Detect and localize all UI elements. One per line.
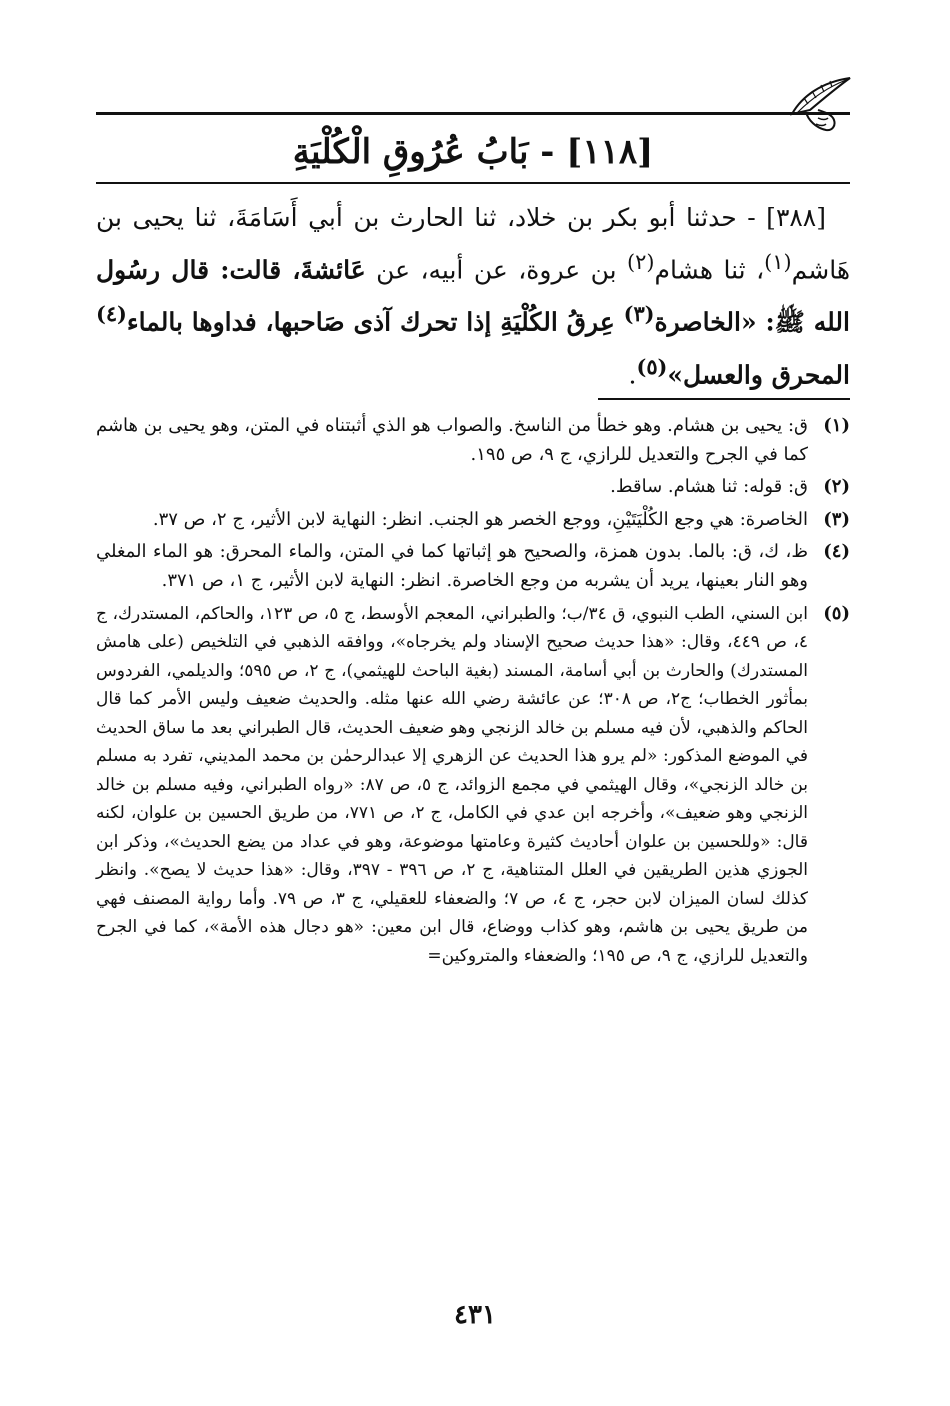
footnote-separator <box>598 398 850 400</box>
title-rule <box>96 182 850 184</box>
footnote-item <box>96 473 850 502</box>
hadith-matn: عِرقُ الكُلْيَةِ إذا تحرك آذى صَاحبها، فداوها بالماء <box>126 307 624 337</box>
footnote-text: ق: قوله: ثنا هشام. ساقط. <box>610 476 808 498</box>
footnote-text: ظ، ك، ق: بالما. بدون همزة، والصحيح هو إثباتها كما في المتن، والماء المحرق: هو الماء المغلي وهو النار بعينها، يريد أن يشربه من وجع الخاصرة. انظر: النهاية لابن الأثير، ج ١، ص ٣٧١. <box>96 541 808 591</box>
footnote-number: (٤) <box>823 541 850 563</box>
footnote-text: ابن السني، الطب النبوي، ق ٣٤/ب؛ والطبراني، المعجم الأوسط، ج ٥، ص ١٢٣، والحاكم، المستدرك، ج ٤، ص ٤٤٩، وقال: «هذا حديث صحيح الإسناد ولم يخرجاه»، ووافقه الذهبي في التلخيص (على هامش المستدرك) والحارث بن أبي أسامة، المسند (بغية الباحث للهيثمي)، ج ٢، ص ٥٩٥؛ والديلمي، الفردوس بمأثور الخطاب؛ ج٢، ص ٣٠٨؛ عن عائشة رضي الله عنها مثله. والحديث ضعيف وليس الأمر كما قال الحاكم والذهبي، لأن فيه مسلم بن خالد الزنجي وهو ضعيف الحديث، قال الطبراني بعد ما ساق الحديث في الموضع المذكور: «لم يرو هذا الحديث عن الزهري إلا عبدالرحمٰن بن محمد المديني، تفرد به مسلم بن خالد الزنجي»، وقال الهيثمي في مجمع الزوائد، ج ٥، ص ٨٧: «رواه الطبراني، وفيه مسلم بن خالد الزنجي وهو ضعيف»، وأخرجه ابن عدي في الكامل، ج ٢، ص ٧٧١، من طريق الحسين بن علوان، لكنه قال: «وللحسين بن علوان أحاديث كثيرة وعامتها موضوعة، وهو في عداد من يضع الحديث»، وذكر ابن الجوزي هذين الطريقين في العلل المتناهية، ج ٢، ص ٣٩٦ - ٣٩٧، وقال: «هذا حديث لا يصح». وانظر كذلك لسان الميزان لابن حجر، ج ٤، ص ٧؛ والضعفاء للعقيلي، ج ٣، ص ٧٩. وأما رواية المصنف فهي من طريق يحيى بن هاشم، وهو كذاب ووضاع، قال ابن معين: «هو دجال هذه الأمة»، كما في الجرح والتعديل للرازي، ج ٩، ص ١٩٥؛ والضعفاء والمتروكين= <box>96 603 809 966</box>
top-rule <box>96 112 850 115</box>
hadith-matn: المحرق والعسل» <box>667 359 850 389</box>
hadith-text <box>96 196 850 397</box>
footnote-number: (١) <box>823 415 850 436</box>
footnote-ref: (٤) <box>96 301 127 327</box>
footnote-ref: (٣) <box>623 301 655 327</box>
footnote-number: (٢) <box>823 476 850 498</box>
footnote-ref: (٥) <box>636 353 668 379</box>
footnote-ref: (١) <box>764 250 792 274</box>
page-number: ٤٣١ <box>454 1300 496 1330</box>
footnote-item <box>96 538 850 595</box>
footnote-ref: (٢) <box>627 250 655 274</box>
chapter-title: [١١٨] - بَابُ عُرُوقِ الْكُلْيَةِ <box>292 132 654 172</box>
footnote-text: الخاصرة: هي وجع الكُلْيَتَيْنِ، ووجع الخصر هو الجنب. انظر: النهاية لابن الأثير، ج ٢، ص ٣٧. <box>152 508 808 530</box>
hadith-chain: ، ثنا هشام <box>654 255 765 285</box>
footnote-item <box>96 412 850 469</box>
footnote-number: (٥) <box>823 602 850 624</box>
hadith-end: . <box>628 359 637 389</box>
hadith-matn: عَائشةَ، قالت: قال رسُول الله ﷺ: «الخاصرة <box>96 255 850 337</box>
hadith-chain: بن عروة، عن أبيه، عن <box>365 255 628 285</box>
footnote-item <box>96 506 850 535</box>
footnote-item <box>96 600 850 971</box>
footnote-text: ق: يحيى بن هشام. وهو خطأ من الناسخ. والصواب هو الذي أثبتناه في المتن، وهو يحيى بن هاشم كما في الجرح والتعديل للرازي، ج ٩، ص ١٩٥. <box>96 415 808 465</box>
hadith-chain: [٣٨٨] - حدثنا أبو بكر بن خلاد، ثنا الحارث بن أبي أَسَامَةَ، ثنا يحيى بن هَاشم <box>96 203 851 285</box>
footnote-number: (٣) <box>823 508 850 530</box>
hadith-paragraph <box>96 196 850 397</box>
footnotes <box>96 412 850 974</box>
